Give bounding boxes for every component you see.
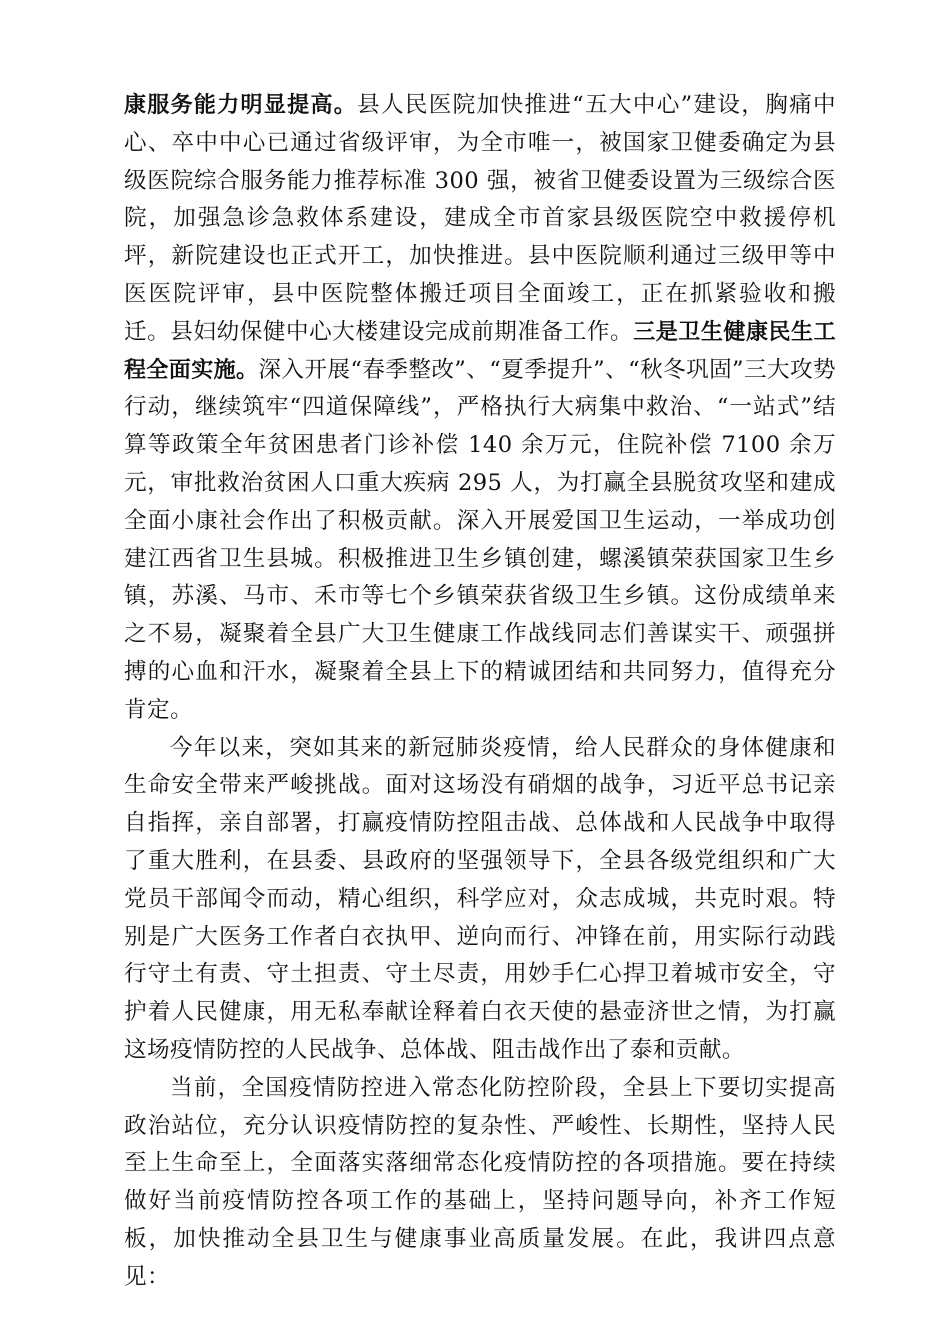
bold-heading-three: 三是卫生健康民生工程全面实施。 xyxy=(124,319,836,383)
paragraph-1-text-a: 县人民医院加快推进“五大中心”建设，胸痛中心、卒中中心已通过省级评审，为全市唯一，被国家卫健委确定为县级医院综合服务能力推荐标准 300 强，被省卫健委设置为三级综合医院，加强急诊急救体系建设，建成全市首家县级医院空中救援停机坪，新院建设也正式开工，加快推进。县中医院顺利通过三级甲等中医医院评审，县中医院整体搬迁项目全面竣工，正在抓紧验收和搬迁。县妇幼保健中心大楼建设完成前期准备工作。 xyxy=(124,92,836,345)
paragraph-1 xyxy=(124,87,836,730)
paragraph-1-text-b: 深入开展“春季整改”、“夏季提升”、“秋冬巩固”三大攻势行动，继续筑牢“四道保障线”，严格执行大病集中救治、“一站式”结算等政策全年贫困患者门诊补偿 140 余万元，住院补偿 7100 余万元，审批救治贫困人口重大疾病 295 人，为打赢全县脱贫攻坚和建成全面小康社会作出了积极贡献。深入开展爱国卫生运动，一举成功创建江西省卫生县城。积极推进卫生乡镇创建，螺溪镇荣获国家卫生乡镇，苏溪、马市、禾市等七个乡镇荣获省级卫生乡镇。这份成绩单来之不易，凝聚着全县广大卫生健康工作战线同志们善谋实干、顽强拼搏的心血和汗水，凝聚着全县上下的精诚团结和共同努力，值得充分肯定。 xyxy=(124,356,836,723)
bold-heading-lead: 康服务能力明显提高。 xyxy=(124,93,358,118)
paragraph-2: 今年以来，突如其来的新冠肺炎疫情，给人民群众的身体健康和生命安全带来严峻挑战。面对这场没有硝烟的战争，习近平总书记亲自指挥，亲自部署，打赢疫情防控阻击战、总体战和人民战争中取得了重大胜利，在县委、县政府的坚强领导下，全县各级党组织和广大党员干部闻令而动，精心组织，科学应对，众志成城，共克时艰。特别是广大医务工作者白衣执甲、逆向而行、冲锋在前，用实际行动践行守土有责、守土担责、守土尽责，用妙手仁心捍卫着城市安全，守护着人民健康，用无私奉献诠释着白衣天使的悬壶济世之情，为打赢这场疫情防控的人民战争、总体战、阻击战作出了泰和贡献。 xyxy=(124,734,836,1063)
document-body xyxy=(124,87,836,1297)
paragraph-3: 当前，全国疫情防控进入常态化防控阶段，全县上下要切实提高政治站位，充分认识疫情防控的复杂性、严峻性、长期性，坚持人民至上生命至上，全面落实落细常态化疫情防控的各项措施。要在持续做好当前疫情防控各项工作的基础上，坚持问题导向，补齐工作短板，加快推动全县卫生与健康事业高质量发展。在此，我讲四点意见： xyxy=(124,1074,836,1290)
